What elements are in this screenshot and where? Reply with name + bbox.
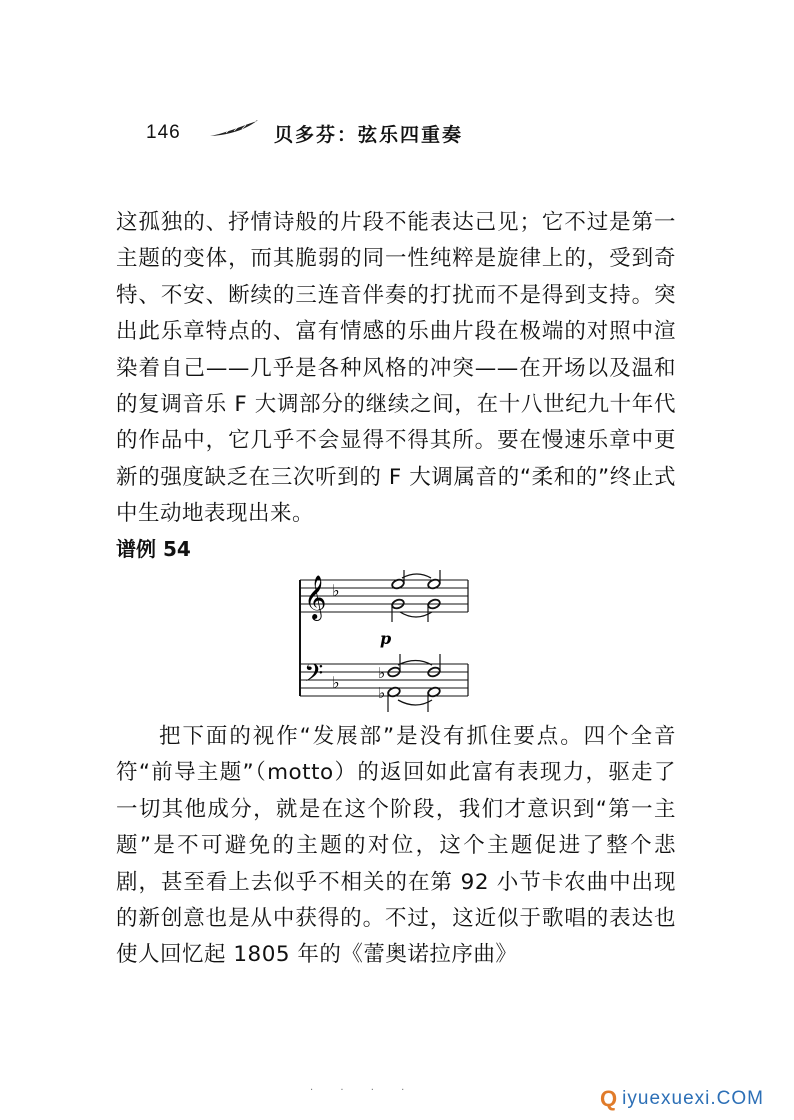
watermark-text: iyuexuexi.COM <box>622 1088 764 1109</box>
page-number: 146 <box>146 122 181 143</box>
page-header <box>146 118 546 150</box>
example-label: 谱例 54 <box>116 537 191 561</box>
flat-sign-icon: ♭ <box>378 684 386 702</box>
feather-ornament-icon <box>208 118 260 140</box>
flat-sign-icon: ♭ <box>332 581 340 600</box>
running-title: 贝多芬：弦乐四重奏 <box>274 124 464 146</box>
body-paragraph-1: 这孤独的、抒情诗般的片段不能表达己见；它不过是第一主题的变体，而其脆弱的同一性纯粹是旋律上的，受到奇特、不安、断续的三连音伴奏的打扰而不是得到支持。突出此乐章特点的、富有情感的乐曲片段在极端的对照中渲染着自己——几乎是各种风格的冲突——在开场以及温和的复调音乐 F 大调部分的继续之间，在十八世纪九十年代的作品中，它几乎不会显得不得其所。要在慢速乐章中更新的强度缺乏在三次听到的 F 大调属音的“柔和的”终止式中生动地表现出来。 <box>116 210 676 527</box>
music-score-example <box>298 570 474 720</box>
dynamic-marking: p <box>380 629 392 648</box>
flat-sign-icon: ♭ <box>332 673 340 692</box>
treble-clef-icon: 𝄞 <box>304 575 327 619</box>
bass-clef-icon: 𝄢 <box>304 659 324 694</box>
scan-artifact-dots: . . . . <box>310 1082 417 1093</box>
tie-curve <box>398 700 432 705</box>
tie-curve <box>402 574 431 578</box>
watermark-logo: Q <box>600 1086 619 1111</box>
tie-curve <box>400 612 432 617</box>
body-paragraph-2: 把下面的视作“发展部”是没有抓住要点。四个全音符“前导主题”（motto）的返回如此富有表现力，驱走了一切其他成分，就是在这个阶段，我们才意识到“第一主题”是不可避免的主题的对位，这个主题促进了整个悲剧，甚至看上去似乎不相关的在第 92 小节卡农曲中出现的新创意也是从中获得的。不过，这近似于歌唱的表达也使人回忆起 1805 年的《蕾奥诺拉序曲》 <box>116 724 676 968</box>
site-watermark <box>600 1086 764 1112</box>
flat-sign-icon: ♭ <box>378 664 386 682</box>
